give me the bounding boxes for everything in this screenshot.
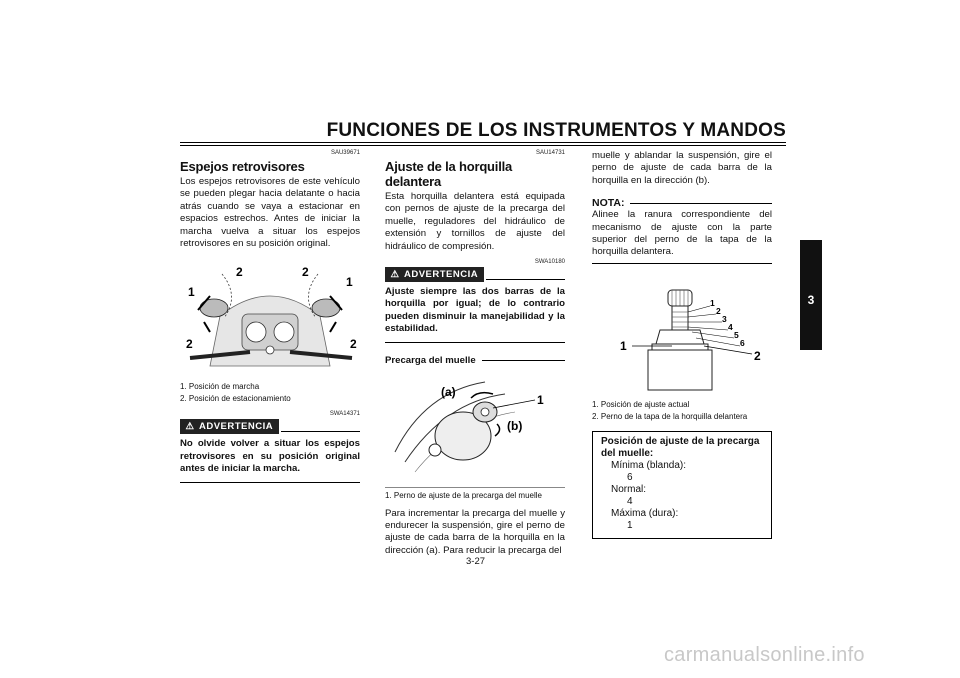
mirrors-caption-2: 2. Posición de estacionamiento <box>180 394 291 404</box>
fig-label-2: 2 <box>754 348 761 363</box>
warning-header <box>180 419 360 434</box>
warning-code: SWA10180 <box>534 259 565 266</box>
subheading-label: Precarga del muelle <box>385 354 476 366</box>
fig-label-1-left: 1 <box>188 285 195 300</box>
fig-scale-3: 3 <box>722 313 727 324</box>
warning-header <box>385 267 565 282</box>
fig-label-2-bottomright: 2 <box>350 337 357 352</box>
fig-label-1-right: 1 <box>346 275 353 290</box>
warning-label: ADVERTENCIA <box>199 421 274 433</box>
warning-badge <box>180 419 279 434</box>
mirrors-caption-1: 1. Posición de marcha <box>180 382 260 392</box>
fig-scale-6: 6 <box>740 337 745 348</box>
fork-paragraph: Esta horquilla delantera está equipada con pernos de ajuste de la precarga del muelle, reguladores del hidráulico de extensión y tornillos de ajuste del hidráulico de compresión. <box>385 191 565 252</box>
preload-spec-box <box>592 431 772 539</box>
spec-min-label: Mínima (blanda): <box>611 459 687 471</box>
warning-text: No olvide volver a situar los espejos retrovisores en su posición original antes de iniciar la marcha. <box>180 438 360 475</box>
section-heading-mirrors: Espejos retrovisores <box>180 159 305 174</box>
spec-max-value: 1 <box>627 519 633 531</box>
fig-label-1: 1 <box>620 338 627 353</box>
fig-label-a: (a) <box>441 384 456 399</box>
preload-illustration <box>385 372 565 482</box>
section-code: SAU14731 <box>535 150 565 156</box>
mirrors-paragraph: Los espejos retrovisores de este vehículo se pueden plegar hacia delatante o hacia atrás cuando se vaya a estacionar en espacios estrechos. Antes de iniciar la marcha vuelva a situar los espejos retrovisores en su posición original. <box>180 176 360 250</box>
mirrors-illustration <box>180 256 360 376</box>
section-code: SAU39671 <box>330 150 360 156</box>
fig-scale-2: 2 <box>716 305 721 316</box>
preload-caption: 1. Perno de ajuste de la precarga del muelle <box>385 487 565 502</box>
warning-end-rule <box>385 342 565 343</box>
nota-label: NOTA: <box>592 197 625 210</box>
nota-text: Alinee la ranura correspondiente del mecanismo de ajuste con la parte superior del perno de la tapa de la horquilla delantera. <box>592 209 772 258</box>
fig-scale-5: 5 <box>734 329 739 340</box>
spec-normal-value: 4 <box>627 495 633 507</box>
nota-header <box>592 197 772 209</box>
warning-badge <box>385 267 484 282</box>
warning-text: Ajuste siempre las dos barras de la horquilla por igual; de lo contrario pueden disminuir la manejabilidad y la estabilidad. <box>385 286 565 335</box>
warning-code: SWA14371 <box>329 411 360 418</box>
warning-triangle-icon: ⚠ <box>390 269 400 281</box>
column-mirrors <box>180 150 360 483</box>
section-heading-fork: Ajuste de la horquilla delantera <box>385 159 513 189</box>
adjuster-caption-1: 1. Posición de ajuste actual <box>592 399 690 409</box>
warning-label: ADVERTENCIA <box>404 269 479 281</box>
column-fork-continued <box>592 150 772 539</box>
spec-min-value: 6 <box>627 471 633 483</box>
column-fork <box>385 150 565 557</box>
warning-end-rule <box>180 482 360 483</box>
preload-paragraph: Para incrementar la precarga del muelle y endurecer la suspensión, gire el perno de ajuste de cada barra de la horquilla en la dirección (a). Para reducir la precarga del <box>385 507 565 556</box>
adjuster-caption-2: 2. Perno de la tapa de la horquilla delantera <box>592 411 748 421</box>
spec-title: Posición de ajuste de la precarga del muelle: <box>601 435 760 459</box>
spec-normal-label: Normal: <box>611 483 647 495</box>
page-header-title: FUNCIONES DE LOS INSTRUMENTOS Y MANDOS <box>326 120 786 141</box>
header-rule <box>180 142 786 143</box>
chapter-tab: 3 <box>800 240 822 350</box>
header-rule-thin <box>180 145 786 146</box>
fig-label-2-topleft: 2 <box>236 265 243 280</box>
subheading-spring-preload <box>385 355 565 366</box>
spec-max-label: Máxima (dura): <box>611 507 679 519</box>
page-number: 3-27 <box>466 556 486 567</box>
fig-label-2-bottomleft: 2 <box>186 337 193 352</box>
nota-end-rule <box>592 263 772 264</box>
adjuster-illustration <box>592 272 772 394</box>
fig-label-2-topright: 2 <box>302 265 309 280</box>
fig-label-b: (b) <box>507 418 523 433</box>
fig-label-1: 1 <box>537 392 544 407</box>
watermark: carmanualsonline.info <box>664 644 865 666</box>
fig-scale-1: 1 <box>710 297 715 308</box>
warning-triangle-icon: ⚠ <box>185 421 195 433</box>
fig-scale-4: 4 <box>728 321 733 332</box>
continued-paragraph: muelle y ablandar la suspensión, gire el perno de ajuste de cada barra de la horquilla en la dirección (b). <box>592 150 772 186</box>
